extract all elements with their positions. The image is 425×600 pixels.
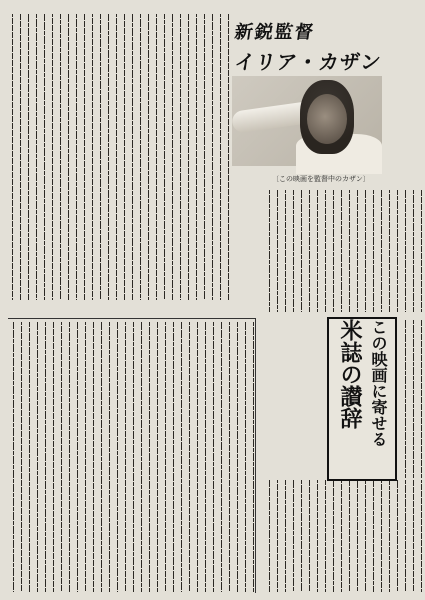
text-line bbox=[274, 190, 281, 313]
text-line bbox=[410, 190, 417, 313]
text-line bbox=[26, 322, 33, 593]
text-line bbox=[330, 480, 337, 593]
text-line bbox=[106, 322, 113, 593]
text-line bbox=[266, 190, 273, 313]
text-line bbox=[9, 14, 16, 301]
text-line bbox=[185, 14, 192, 301]
text-line bbox=[154, 322, 161, 593]
text-line bbox=[130, 322, 137, 593]
text-line bbox=[346, 480, 353, 592]
text-line bbox=[362, 480, 369, 592]
text-line bbox=[90, 322, 97, 593]
text-line bbox=[386, 480, 393, 593]
text-line bbox=[394, 480, 401, 592]
text-line bbox=[73, 14, 80, 301]
sidebar-title-line1: この映画に寄せる bbox=[369, 319, 388, 447]
text-line bbox=[362, 190, 369, 313]
text-line bbox=[170, 322, 177, 593]
text-line bbox=[234, 322, 241, 593]
section-divider-horizontal bbox=[8, 318, 255, 319]
text-line bbox=[161, 14, 168, 300]
text-line bbox=[17, 14, 24, 301]
text-line bbox=[226, 322, 233, 592]
text-line bbox=[338, 480, 345, 593]
text-line bbox=[177, 14, 184, 301]
sidebar-title-line2: 米誌の讃辞 bbox=[337, 319, 362, 429]
text-line bbox=[74, 322, 81, 593]
article-title-line1: 新鋭監督 bbox=[233, 22, 317, 43]
text-line bbox=[402, 190, 409, 313]
text-line bbox=[33, 14, 40, 301]
text-line bbox=[201, 14, 208, 300]
text-line bbox=[370, 480, 377, 593]
text-line bbox=[386, 190, 393, 313]
text-line bbox=[105, 14, 112, 301]
text-line bbox=[210, 322, 217, 593]
text-line bbox=[89, 14, 96, 301]
article-title bbox=[235, 18, 385, 78]
text-line bbox=[42, 322, 49, 593]
text-line bbox=[218, 322, 225, 593]
text-line bbox=[322, 480, 329, 593]
text-line bbox=[114, 322, 121, 593]
photo-face bbox=[307, 94, 347, 144]
text-line bbox=[402, 320, 409, 479]
text-line bbox=[58, 322, 65, 592]
text-line bbox=[306, 190, 313, 313]
text-line bbox=[209, 14, 216, 301]
text-line bbox=[418, 320, 425, 479]
sidebar-title-box bbox=[327, 317, 397, 481]
text-line bbox=[322, 190, 329, 313]
text-line bbox=[178, 322, 185, 593]
text-line bbox=[418, 480, 425, 593]
text-line bbox=[314, 480, 321, 593]
text-line bbox=[122, 322, 129, 592]
text-line bbox=[410, 480, 417, 592]
photo-caption: 〔この映画を監督中のカザン〕 bbox=[272, 175, 370, 183]
text-line bbox=[137, 14, 144, 301]
text-line bbox=[121, 14, 128, 301]
text-line bbox=[66, 322, 73, 593]
text-line bbox=[306, 480, 313, 592]
text-line bbox=[50, 322, 57, 593]
text-line bbox=[145, 14, 152, 301]
text-line bbox=[282, 480, 289, 593]
text-line bbox=[82, 322, 89, 592]
text-line bbox=[330, 190, 337, 313]
text-line bbox=[65, 14, 72, 301]
text-line bbox=[266, 480, 273, 593]
text-line bbox=[282, 190, 289, 313]
text-line bbox=[290, 190, 297, 313]
text-line bbox=[418, 190, 425, 313]
text-line bbox=[242, 322, 249, 593]
text-line bbox=[410, 320, 417, 479]
text-line bbox=[298, 480, 305, 592]
text-line bbox=[378, 480, 385, 593]
text-line bbox=[193, 14, 200, 301]
text-line bbox=[169, 14, 176, 301]
text-line bbox=[138, 322, 145, 593]
text-line bbox=[378, 190, 385, 313]
text-line bbox=[186, 322, 193, 592]
text-line bbox=[10, 322, 17, 593]
text-line bbox=[146, 322, 153, 593]
text-line bbox=[354, 480, 361, 592]
text-line bbox=[202, 322, 209, 593]
text-line bbox=[370, 190, 377, 313]
text-line bbox=[129, 14, 136, 301]
section-divider bbox=[255, 318, 256, 593]
text-line bbox=[41, 14, 48, 301]
text-line bbox=[338, 190, 345, 313]
text-line bbox=[34, 322, 41, 593]
text-line bbox=[113, 14, 120, 301]
text-line bbox=[25, 14, 32, 301]
text-line bbox=[162, 322, 169, 592]
text-line bbox=[81, 14, 88, 301]
text-line bbox=[98, 322, 105, 593]
text-line bbox=[217, 14, 224, 301]
text-line bbox=[97, 14, 104, 300]
text-line bbox=[394, 190, 401, 313]
text-line bbox=[314, 190, 321, 313]
text-line bbox=[346, 190, 353, 313]
text-line bbox=[153, 14, 160, 301]
text-line bbox=[274, 480, 281, 593]
text-line bbox=[298, 190, 305, 313]
text-line bbox=[194, 322, 201, 593]
article-title-line2: イリア・カザン bbox=[233, 50, 384, 74]
text-line bbox=[49, 14, 56, 301]
text-line bbox=[354, 190, 361, 313]
director-photo bbox=[232, 76, 382, 166]
text-line bbox=[402, 480, 409, 592]
text-line bbox=[57, 14, 64, 300]
text-line bbox=[290, 480, 297, 592]
text-line bbox=[225, 14, 232, 301]
text-line bbox=[18, 322, 25, 592]
